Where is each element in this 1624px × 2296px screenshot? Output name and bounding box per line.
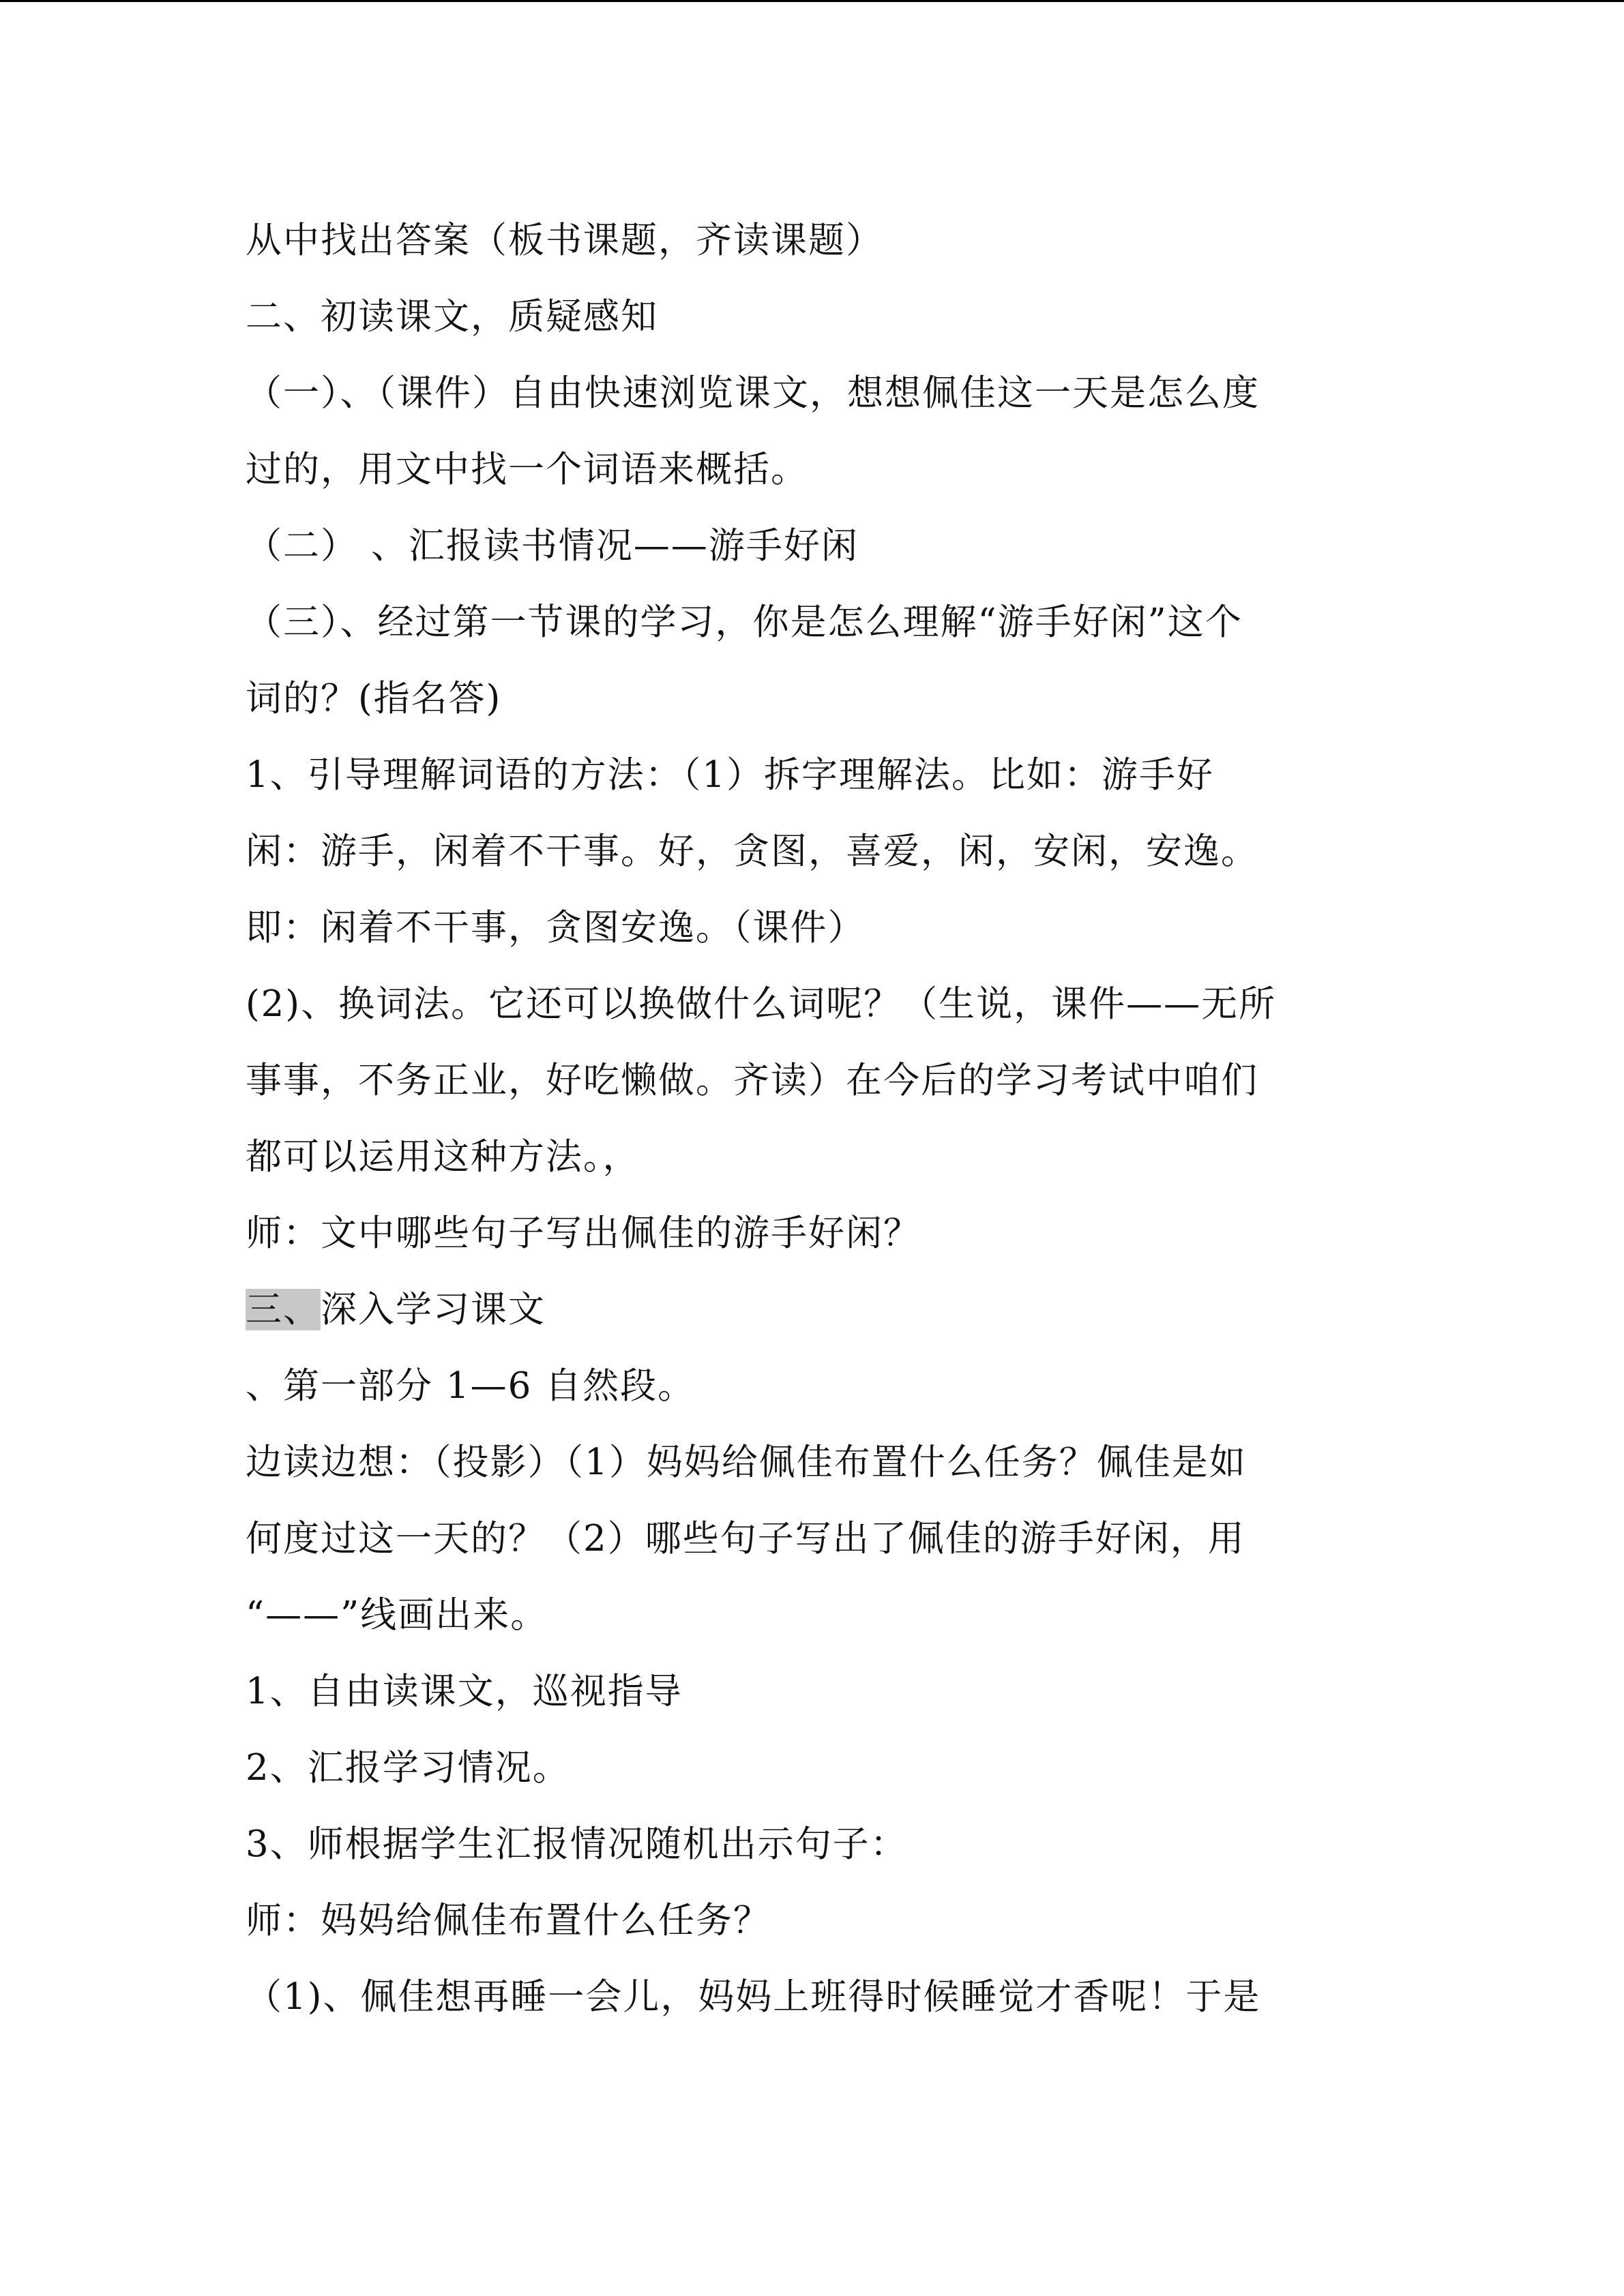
text-line-24: （1)、佩佳想再睡一会儿，妈妈上班得时候睡觉才香呢！于是 — [246, 1976, 1261, 2018]
text-line-20: 1、自由读课文，巡视指导 — [246, 1671, 683, 1712]
text-line-17: 边读边想：（投影）（1）妈妈给佩佳布置什么任务？佩佳是如 — [246, 1442, 1247, 1483]
text-line-4: 过的，用文中找一个词语来概括。 — [246, 449, 808, 490]
section-heading-text: 深入学习课文 — [321, 1289, 546, 1330]
text-line-12: 事事，不务正业，好吃懒做。齐读）在今后的学习考试中咱们 — [246, 1060, 1258, 1101]
text-line-21: 2、汇报学习情况。 — [246, 1747, 570, 1789]
text-line-5: （二） 、汇报读书情况——游手好闲 — [246, 525, 859, 567]
top-border — [0, 0, 1624, 2]
text-line-18: 何度过这一天的？（2）哪些句子写出了佩佳的游手好闲，用 — [246, 1518, 1245, 1560]
section-heading-3 — [246, 1286, 1419, 1334]
section-heading-2: 二、初读课文，质疑感知 — [246, 296, 658, 338]
text-line-19: “——”线画出来。 — [246, 1594, 548, 1636]
text-line-16: 、第一部分 1—6 自然段。 — [246, 1365, 696, 1407]
text-line-11: (2)、换词法。它还可以换做什么词呢？（生说，课件——无所 — [246, 983, 1277, 1025]
text-line-7: 词的？(指名答) — [246, 678, 502, 719]
text-line-6: （三）、经过第一节课的学习，你是怎么理解“游手好闲”这个 — [246, 601, 1243, 643]
text-line-1: 从中找出答案（板书课题，齐读课题） — [246, 220, 883, 261]
text-line-10: 即：闲着不干事，贪图安逸。（课件） — [246, 907, 866, 949]
text-line-14: 师：文中哪些句子写出佩佳的游手好闲？ — [246, 1212, 921, 1254]
highlighted-prefix: 三、 — [246, 1289, 321, 1330]
text-line-23: 师：妈妈给佩佳布置什么任务？ — [246, 1900, 771, 1941]
text-line-3: （一）、（课件）自由快速浏览课文，想想佩佳这一天是怎么度 — [246, 372, 1260, 414]
text-line-13: 都可以运用这种方法。， — [246, 1136, 640, 1178]
text-line-22: 3、师根据学生汇报情况随机出示句子： — [246, 1823, 908, 1865]
text-line-9: 闲：游手，闲着不干事。好，贪图，喜爱，闲，安闲，安逸。 — [246, 831, 1258, 872]
text-line-8: 1、引导理解词语的方法：（1）拆字理解法。比如：游手好 — [246, 754, 1214, 796]
